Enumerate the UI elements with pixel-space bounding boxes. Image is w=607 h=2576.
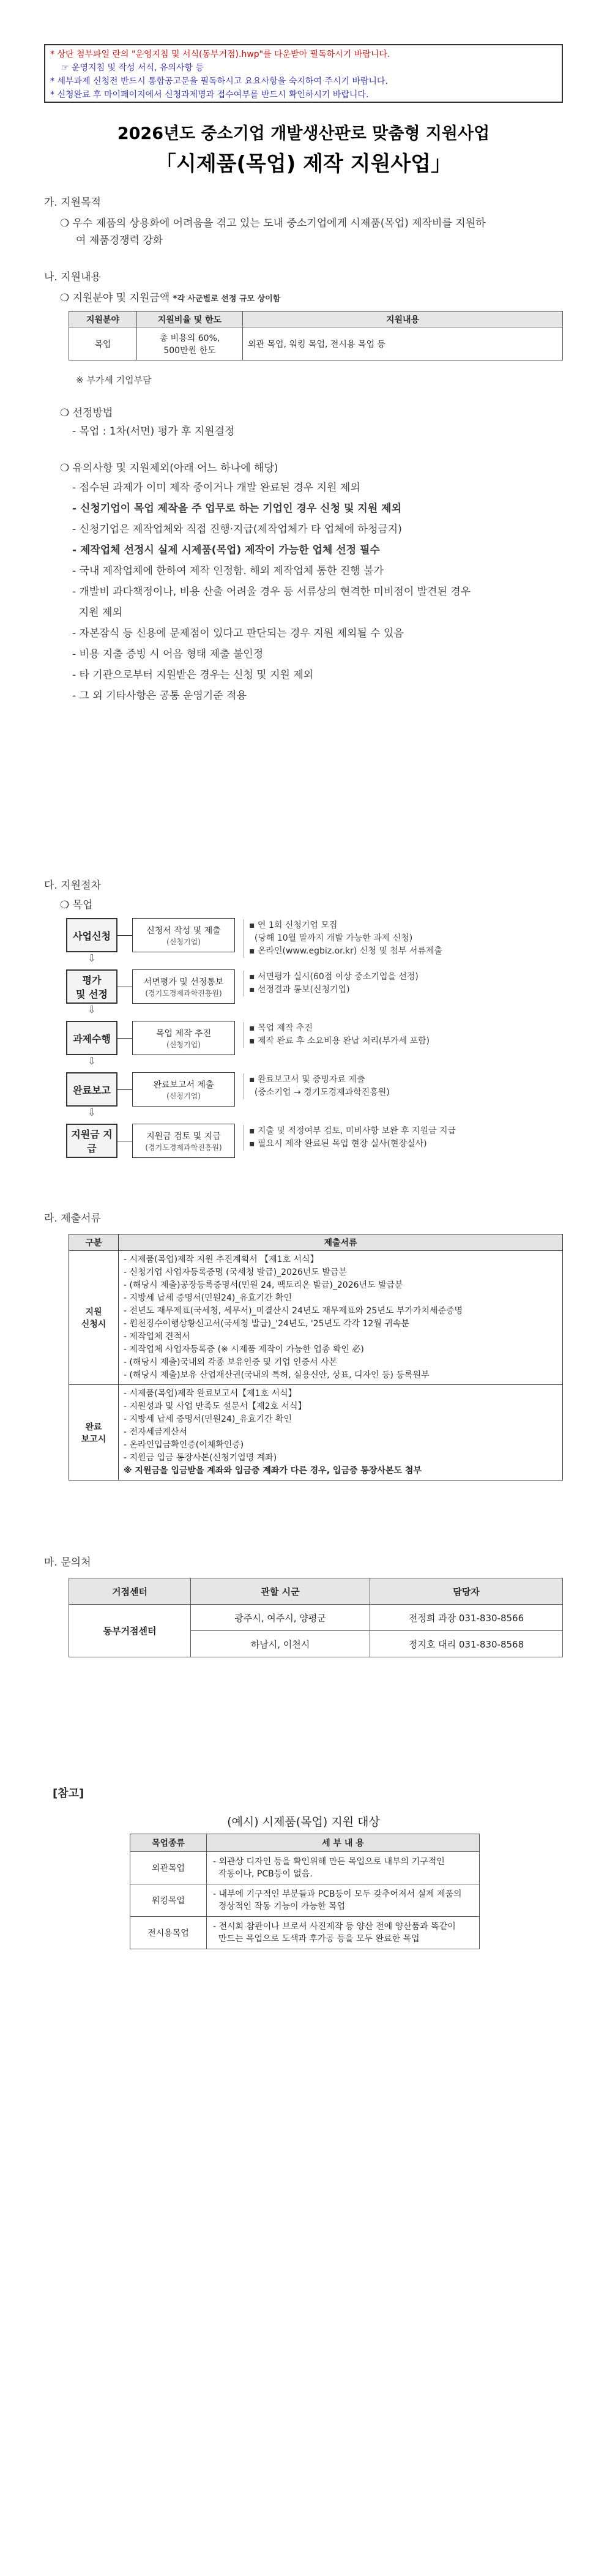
contact-person: 정지호 대리 031-830-8568	[370, 1631, 563, 1657]
notice-line-1: * 상단 첨부파일 란의 "운영지침 및 서식(동부거점).hwp"를 다운받아 필독하시기 바랍니다.	[50, 50, 390, 59]
section-heading-purpose: 가. 지원목적	[44, 196, 101, 209]
reference-desc-line: 정상적인 작동 기능이 가능한 목업	[213, 1902, 346, 1911]
step-name: 완료보고	[66, 1072, 117, 1107]
support-ratio: 총 비용의 60%, 500만원 한도	[137, 327, 243, 360]
contact-table	[69, 1578, 563, 1657]
step-description-line: (중소기업 → 경기도경제과학진흥원)	[249, 1088, 390, 1097]
documents-item: - 지원성과 및 사업 만족도 설문서【제2호 서식】	[124, 1402, 307, 1411]
documents-item: - 제작업체 견적서	[124, 1332, 190, 1342]
step-actor: (경기도경제과학진흥원)	[145, 1143, 222, 1152]
caution-item: - 신청기업이 목업 제작을 주 업무로 하는 기업인 경우 신청 및 지원 제외	[72, 502, 401, 515]
support-table-header: 지원분야	[69, 312, 137, 327]
caution-item: - 국내 제작업체에 한하여 제작 인정함. 해외 제작업체 통한 진행 불가	[72, 565, 384, 577]
documents-row	[69, 1385, 563, 1480]
step-description-line: ▪ 목업 제작 추진	[249, 1023, 313, 1033]
notice-line-2: ☞ 운영지침 및 작성 서식, 유의사항 등	[61, 63, 204, 73]
section-heading-contact: 마. 문의처	[44, 1556, 91, 1569]
step-actor: (신청기업)	[166, 1040, 201, 1049]
vat-note: ※ 부가세 기업부담	[76, 375, 152, 386]
documents-item: - (해당시 제출)공장등록증명서(민원 24, 팩토리온 발급)_2026년도 발급분	[124, 1280, 403, 1290]
reference-row	[130, 1917, 480, 1949]
step-actor: (신청기업)	[166, 937, 201, 946]
step-task	[132, 1072, 235, 1107]
step-name: 지원금 지급	[66, 1124, 117, 1158]
step-actor: (신청기업)	[166, 1091, 201, 1100]
documents-item: - 온라인입금확인증(이체확인증)	[124, 1440, 244, 1450]
step-description-line: ▪ 제작 완료 후 소요비용 완납 처리(부가세 포함)	[249, 1036, 430, 1046]
reference-desc-line: - 외관상 디자인 등을 확인위해 만든 목업으로 내부의 기구적인	[213, 1857, 445, 1867]
reference-desc-line: 작동이나, PCB등이 없음.	[213, 1869, 313, 1879]
reference-desc	[207, 1852, 480, 1884]
documents-item: - 제작업체 사업자등록증 (※ 시제품 제작이 가능한 업종 확인 必)	[124, 1345, 364, 1354]
support-content: 외관 목업, 워킹 목업, 전시용 목업 등	[243, 327, 563, 360]
reference-type: 전시용목업	[130, 1917, 207, 1949]
step-description-line: ▪ 완료보고서 및 증빙자료 제출	[249, 1075, 365, 1085]
reference-type: 외관목업	[130, 1852, 207, 1884]
down-arrow-icon: ⇩	[88, 1055, 96, 1067]
step-task	[132, 1124, 235, 1158]
caution-item: - 개발비 과다책정이나, 비용 산출 어려울 경우 등 서류상의 현격한 미비점이 발견된 경우	[72, 586, 471, 598]
down-arrow-icon: ⇩	[88, 952, 96, 964]
step-connector	[117, 1038, 132, 1039]
step-description-line: ▪ 필요시 제작 완료된 목업 현장 실사(현장실사)	[249, 1139, 427, 1149]
contact-header: 관할 시군	[191, 1578, 370, 1605]
notice-line-3: * 세부과제 신청전 반드시 통합공고문을 필독하시고 요요사항을 숙지하여 주시기 바랍니다.	[50, 77, 388, 86]
documents-list	[119, 1251, 563, 1385]
step-task-label: 완료보고서 제출	[153, 1080, 214, 1090]
purpose-text-1: ❍ 우수 제품의 상용화에 어려움을 겪고 있는 도내 중소기업에게 시제품(목업) 제작비를 지원하	[60, 217, 486, 230]
support-table-header: 지원비율 및 한도	[137, 312, 243, 327]
step-task-label: 목업 제작 추진	[155, 1028, 212, 1039]
step-description	[244, 1022, 430, 1048]
reference-header: 목업종류	[130, 1834, 207, 1852]
documents-category: 완료 보고시	[69, 1385, 119, 1480]
page-title: 2026년도 중소기업 개발생산판로 맞춤형 지원사업	[117, 124, 490, 143]
contact-center: 동부거점센터	[69, 1605, 191, 1657]
caution-item: - 접수된 과제가 이미 제작 중이거나 개발 완료된 경우 지원 제외	[72, 482, 360, 494]
caution-item: - 자본잠식 등 신용에 문제점이 있다고 판단되는 경우 지원 제외될 수 있음	[72, 627, 404, 640]
documents-item: - 지방세 납세 증명서(민원24)_유효기간 확인	[124, 1293, 292, 1303]
step-name: 과제수행	[66, 1021, 117, 1055]
reference-label: [참고]	[53, 1787, 84, 1800]
support-sub-1-note: *각 사군별로 선정 규모 상이함	[173, 294, 281, 304]
documents-header: 제출서류	[119, 1234, 563, 1251]
selection-item: - 목업 : 1차(서면) 평가 후 지원결정	[72, 425, 235, 438]
contact-area: 하남시, 이천시	[191, 1631, 370, 1657]
step-description-line: ▪ 지출 및 적정여부 검토, 미비사항 보완 후 지원금 지급	[249, 1126, 456, 1136]
reference-desc	[207, 1884, 480, 1917]
down-arrow-icon: ⇩	[88, 1107, 96, 1118]
reference-desc	[207, 1917, 480, 1949]
section-heading-documents: 라. 제출서류	[44, 1212, 101, 1225]
support-field: 목업	[69, 327, 137, 360]
step-connector	[117, 1089, 132, 1090]
caution-heading: ❍ 유의사항 및 지원제외(아래 어느 하나에 해당)	[60, 462, 278, 474]
caution-item: - 제작업체 선정시 실제 시제품(목업) 제작이 가능한 업체 선정 필수	[72, 544, 380, 556]
step-description-line: ▪ 온라인(www.egbiz.or.kr) 신청 및 첨부 서류제출	[249, 946, 442, 956]
section-heading-support: 나. 지원내용	[44, 271, 101, 283]
step-task	[132, 1021, 235, 1055]
caution-item: - 타 기관으로부터 지원받은 경우는 신청 및 지원 제외	[72, 669, 314, 681]
step-description	[244, 1073, 390, 1099]
documents-item: - 지원금 입금 통장사본(신청기업명 계좌)	[124, 1453, 277, 1463]
documents-item: - 시제품(목업)제작 완료보고서【제1호 서식】	[124, 1389, 297, 1398]
page-subtitle: 「시제품(목업) 제작 지원사업」	[155, 152, 452, 176]
contact-header: 거점센터	[69, 1578, 191, 1605]
reference-table	[130, 1834, 480, 1949]
documents-item: - 시제품(목업)제작 지원 추진계획서 【제1호 서식】	[124, 1255, 319, 1264]
step-name: 평가 및 선정	[66, 969, 117, 1004]
step-description-line: ▪ 서면평가 실시(60점 이상 중소기업을 선정)	[249, 972, 419, 982]
purpose-text-2: 여 제품경쟁력 강화	[76, 234, 163, 247]
step-description	[244, 1125, 456, 1151]
step-description	[244, 971, 419, 996]
support-table	[69, 311, 563, 360]
down-arrow-icon: ⇩	[88, 1004, 96, 1015]
documents-row	[69, 1251, 563, 1385]
reference-desc-line: - 내부에 기구적인 부분들과 PCB등이 모두 갖추어져서 실제 제품의	[213, 1889, 462, 1899]
procedure-sub: ❍ 목업	[60, 899, 93, 911]
step-description-line: ▪ 선정결과 통보(신청기업)	[249, 985, 350, 995]
step-description-line: ▪ 연 1회 신청기업 모집	[249, 920, 338, 930]
documents-item: - 전자세금계산서	[124, 1427, 188, 1437]
caution-item: 지원 제외	[72, 607, 122, 619]
step-task-label: 서면평가 및 선정통보	[143, 977, 224, 987]
step-name: 사업신청	[66, 918, 117, 952]
reference-header: 세 부 내 용	[207, 1834, 480, 1852]
contact-header: 담당자	[370, 1578, 563, 1605]
contact-area: 광주시, 여주시, 양평군	[191, 1605, 370, 1631]
documents-item: - (해당시 제출)국내외 각종 보유인증 및 기업 인증서 사본	[124, 1357, 338, 1367]
step-connector	[117, 935, 132, 936]
caution-list	[72, 477, 471, 706]
notice-line-4: * 신청완료 후 마이페이지에서 신청과제명과 접수여부를 반드시 확인하시기 바랍니다.	[50, 90, 369, 100]
reference-row	[130, 1852, 480, 1884]
step-description	[244, 919, 442, 958]
selection-heading: ❍ 선정방법	[60, 407, 113, 419]
documents-item: - 원천징수이행상황신고서(국세청 발급)_'24년도, '25년도 각각 12월 귀속분	[124, 1319, 409, 1329]
reference-type: 워킹목업	[130, 1884, 207, 1917]
section-heading-procedure: 다. 지원절차	[44, 879, 101, 892]
documents-table	[69, 1234, 563, 1480]
step-task	[132, 969, 235, 1004]
caution-item: - 비용 지출 증빙 시 어음 형태 제출 불인정	[72, 648, 264, 660]
step-task	[132, 918, 235, 952]
reference-desc-line: - 전시회 참관이나 브로셔 사진제작 등 양산 전에 양산품과 똑같이	[213, 1922, 456, 1932]
documents-list	[119, 1385, 563, 1480]
procedure-flow	[66, 918, 563, 1175]
contact-person: 전정희 과장 031-830-8566	[370, 1605, 563, 1631]
documents-item: - 지방세 납세 증명서(민원24)_유효기간 확인	[124, 1414, 292, 1424]
documents-item: - 전년도 재무제표(국세청, 세무서)_미결산시 24년도 재무제표와 25년도 부가가치세준증명	[124, 1306, 463, 1316]
step-description-line: (당해 10월 말까지 개발 가능한 과제 신청)	[249, 933, 413, 943]
step-task-label: 신청서 작성 및 제출	[146, 925, 221, 936]
step-task-label: 지원금 검토 및 지급	[146, 1131, 221, 1141]
support-table-header: 지원내용	[243, 312, 563, 327]
support-sub-1: ❍ 지원분야 및 지원금액 *각 사군별로 선정 규모 상이함	[60, 292, 281, 304]
documents-item: ※ 지원금을 입금받을 계좌와 입금증 계좌가 다른 경우, 입금증 통장사본도 첨부	[124, 1466, 422, 1476]
notice-box	[44, 44, 563, 103]
documents-item: - 신청기업 사업자등록증명 (국세청 발급)_2026년도 발급분	[124, 1267, 347, 1277]
reference-row	[130, 1884, 480, 1917]
reference-title: (예시) 시제품(목업) 지원 대상	[227, 1815, 380, 1829]
reference-desc-line: 만드는 목업으로 도색과 후가공 등을 모두 완료한 목업	[213, 1934, 420, 1944]
step-actor: (경기도경제과학진흥원)	[145, 988, 222, 998]
caution-item: - 신청기업은 제작업체와 직접 진행·지급(제작업체가 타 업체에 하청금지)	[72, 523, 402, 536]
documents-item: - (해당시 제출)보유 산업재산권(국내외 특허, 실용신안, 상표, 디자인 등) 등록원부	[124, 1370, 430, 1380]
documents-category: 지원 신청시	[69, 1251, 119, 1385]
documents-header: 구분	[69, 1234, 119, 1251]
caution-item: - 그 외 기타사항은 공통 운영기준 적용	[72, 690, 247, 702]
